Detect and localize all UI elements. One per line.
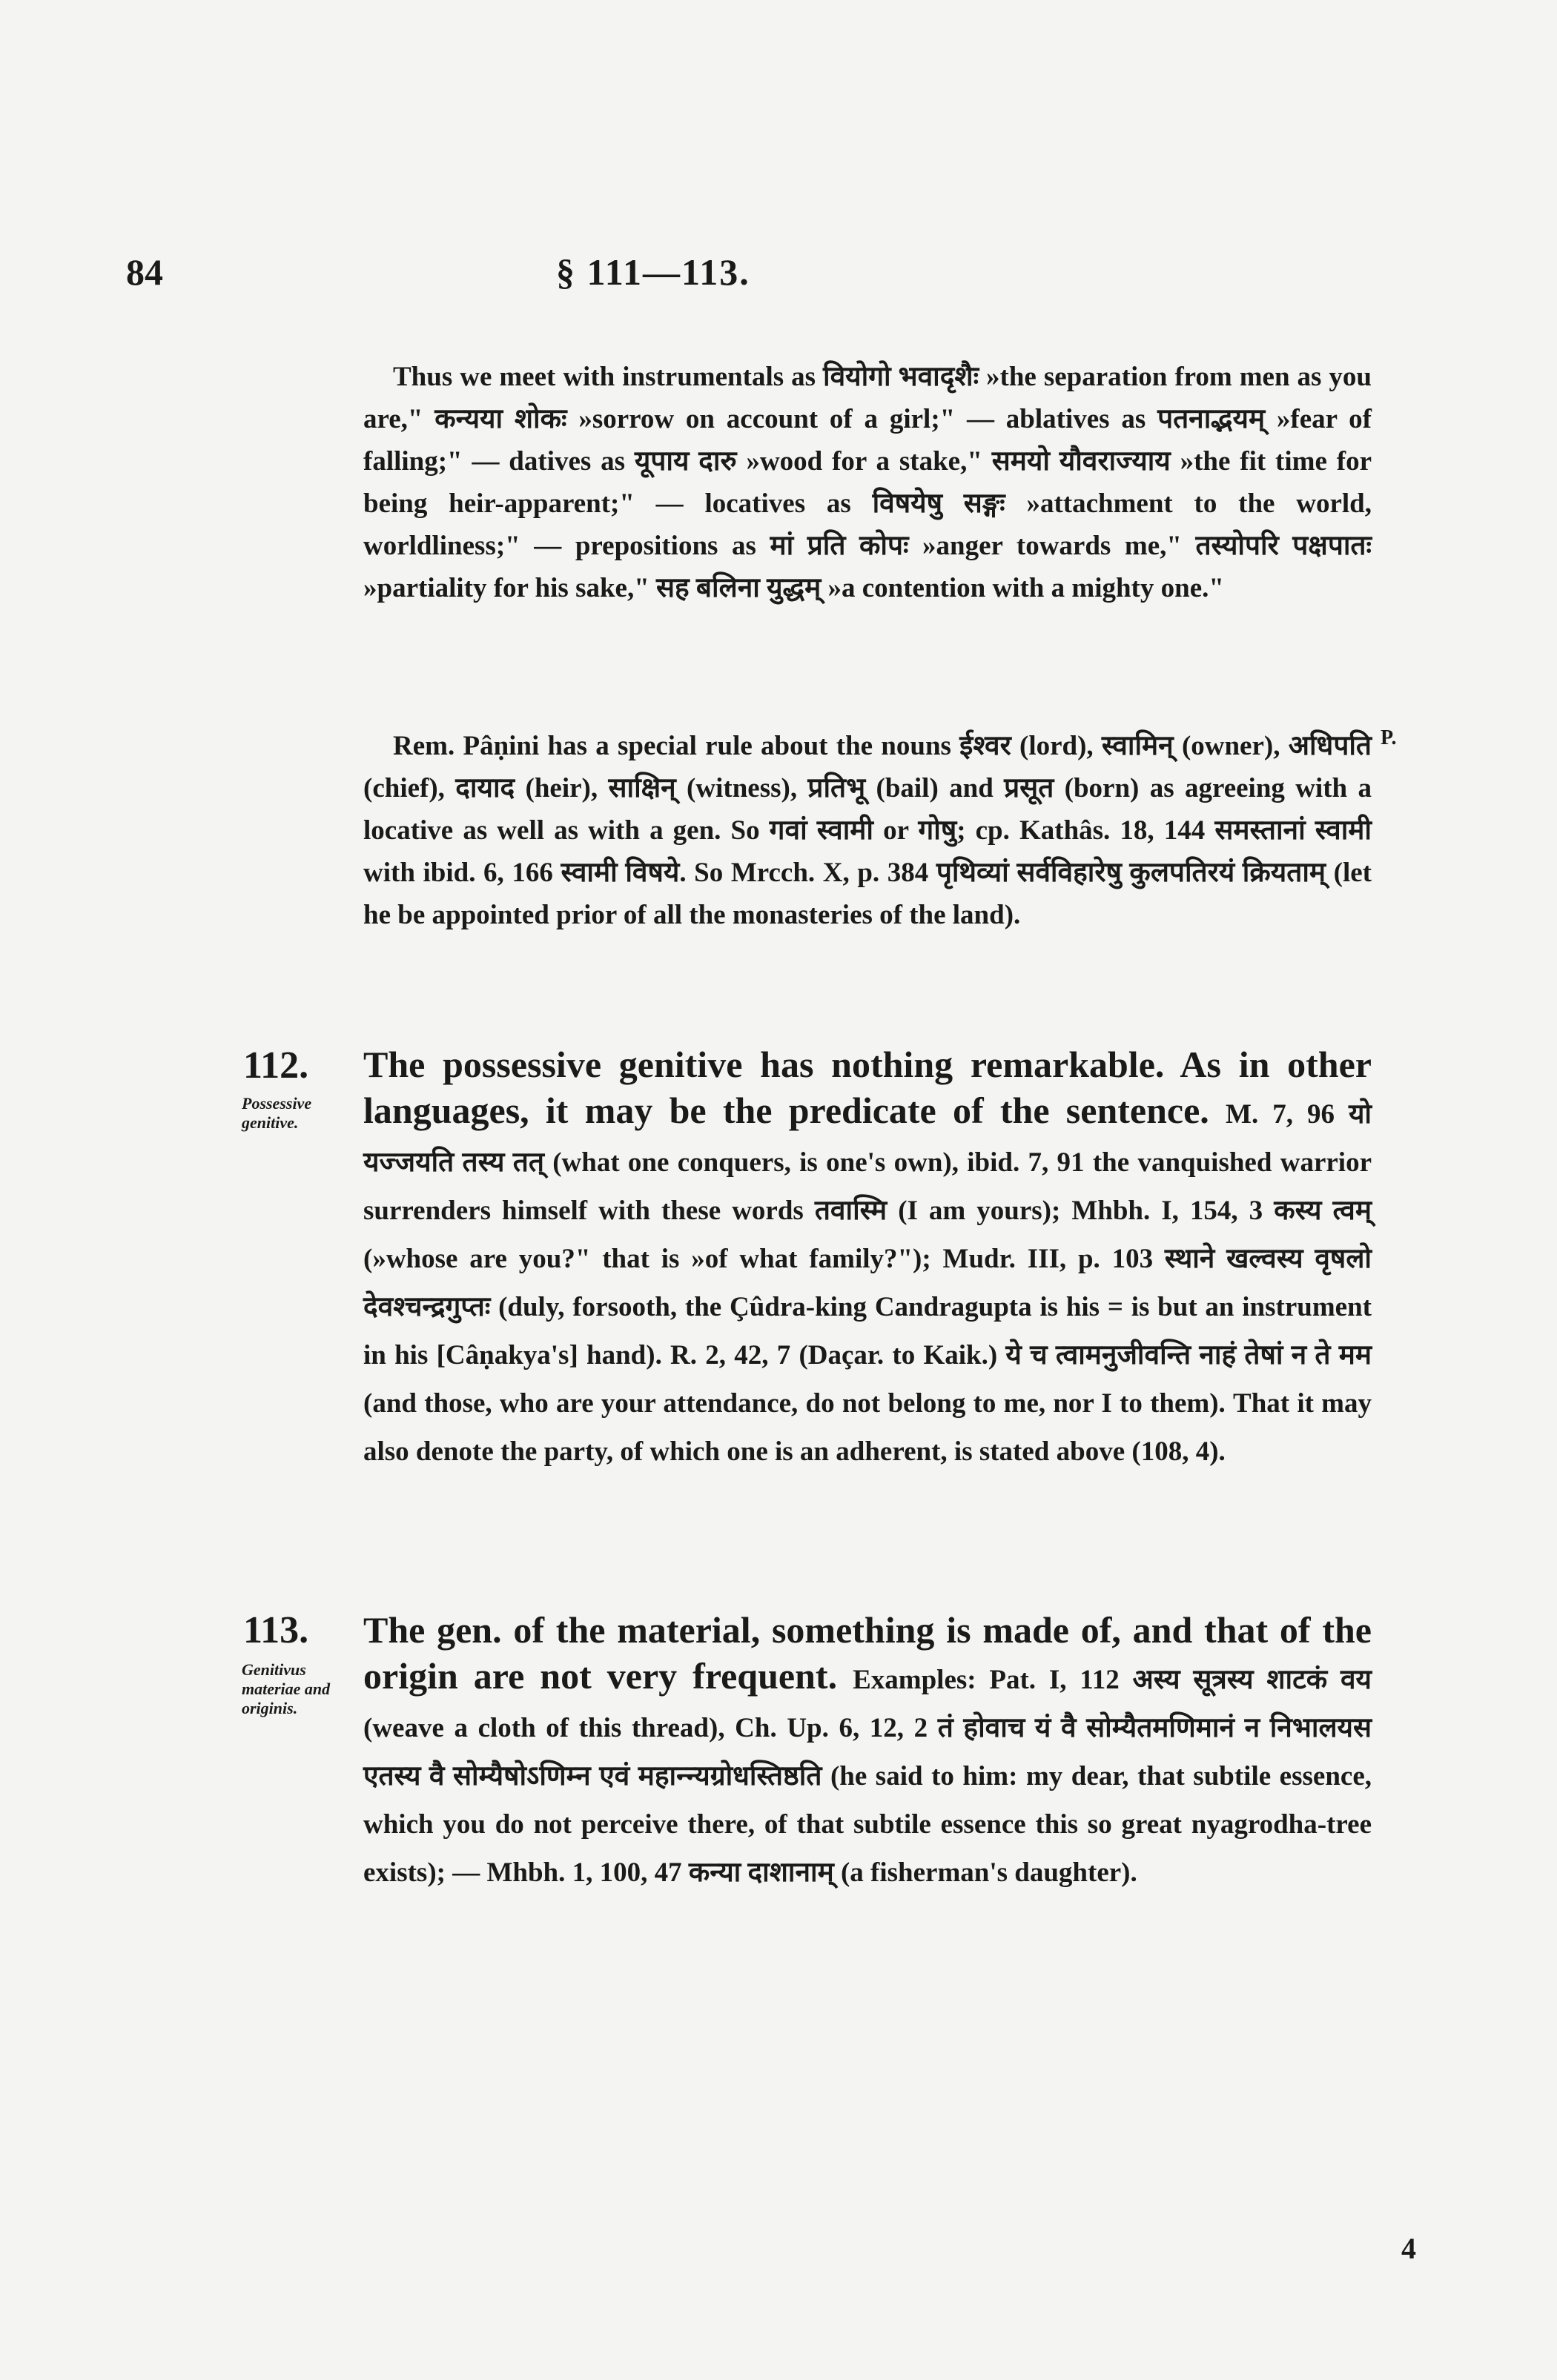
section-113-number: 113. (243, 1609, 309, 1651)
section-range: § 111—113. (556, 251, 750, 293)
page-number: 84 (126, 251, 163, 293)
section-113-margin-note: Genitivus materiae and originis. (242, 1660, 331, 1717)
side-mark: P. (1381, 726, 1397, 749)
section-113-lead: The gen. of the material, something is made of, and that of the origin are not very frequent. (363, 1609, 1372, 1697)
remark-text: Pâṇini has a special rule about the nouns ईश्वर (lord), स्वामिन् (owner), अधिपति (chief), दायाद (heir), साक्षिन् (witness), प्रतिभू (bail) and प्रसूत (born) as agreeing with a locative as well as with a gen. So गवां स्वामी or गोषु; cp. Kathâs. 18, 144 समस्तानां स्वामी with ibid. 6, 166 स्वामी विषये. So Mrcch. X, p. 384 पृथिव्यां सर्वविहारेषु कुलपतिरयं क्रियताम् (let he be appointed prior of all the monasteries of the land). (363, 731, 1372, 930)
section-113-text: Examples: Pat. I, 112 अस्य सूत्रस्य शाटकं वय (weave a cloth of this thread), Ch. Up. 6, 12, 2 तं होवाच यं वै सोम्यैतमणिमानं न निभालयस एतस्य वै सोम्यैषोऽणिम्न एवं महान्न्यग्रोधस्तिष्ठति (he said to him: my dear, that subtile essence, which you do not perceive there, of that subtile essence this so great nyagrodha-tree exists); — Mhbh. 1, 100, 47 कन्या दाशानाम् (a fisherman's daughter). (363, 1665, 1372, 1888)
corner-mark: 4 (1401, 2232, 1416, 2265)
section-112-lead: The possessive genitive has nothing remarkable. As in other languages, it may be the predicate of the sentence. (363, 1044, 1372, 1131)
section-112-paragraph (363, 1041, 1372, 1473)
running-head (126, 251, 1342, 295)
section-113-paragraph (363, 1607, 1372, 1894)
remark-label: Rem. (393, 731, 455, 761)
section-112-number: 112. (243, 1044, 309, 1087)
intro-paragraph: Thus we meet with instrumentals as वियोगो भवादृशैः »the separation from men as you are," कन्यया शोकः »sorrow on account of a girl;" — ablatives as पतनाद्भयम् »fear of falling;" — datives as यूपाय दारु »wood for a stake," समयो यौवराज्याय »the fit time for being heir-apparent;" — locatives as विषयेषु सङ्गः »attachment to the world, worldliness;" — prepositions as मां प्रति कोपः »anger towards me," तस्योपरि पक्षपातः »partiality for his sake," सह बलिना युद्धम् »a contention with a mighty one." (363, 362, 1372, 603)
remark-paragraph (363, 725, 1372, 936)
section-112-margin-note: Possessive genitive. (242, 1094, 312, 1132)
section-112-text: M. 7, 96 यो यज्जयति तस्य तत् (what one conquers, is one's own), ibid. 7, 91 the vanquished warrior surrenders himself with these words तवास्मि (I am yours); Mhbh. I, 154, 3 कस्य त्वम् (»whose are you?" that is »of what family?"); Mudr. III, p. 103 स्थाने खल्वस्य वृषलो देवश्चन्द्रगुप्तः (duly, forsooth, the Çûdra-king Candragupta is his = is but an instrument in his [Câṇakya's] hand). R. 2, 42, 7 (Daçar. to Kaik.) ये च त्वामनुजीवन्ति नाहं तेषां न ते मम (and those, who are your attendance, do not belong to me, nor I to them). That it may also denote the party, of which one is an adherent, is stated above (108, 4). (363, 1099, 1372, 1467)
